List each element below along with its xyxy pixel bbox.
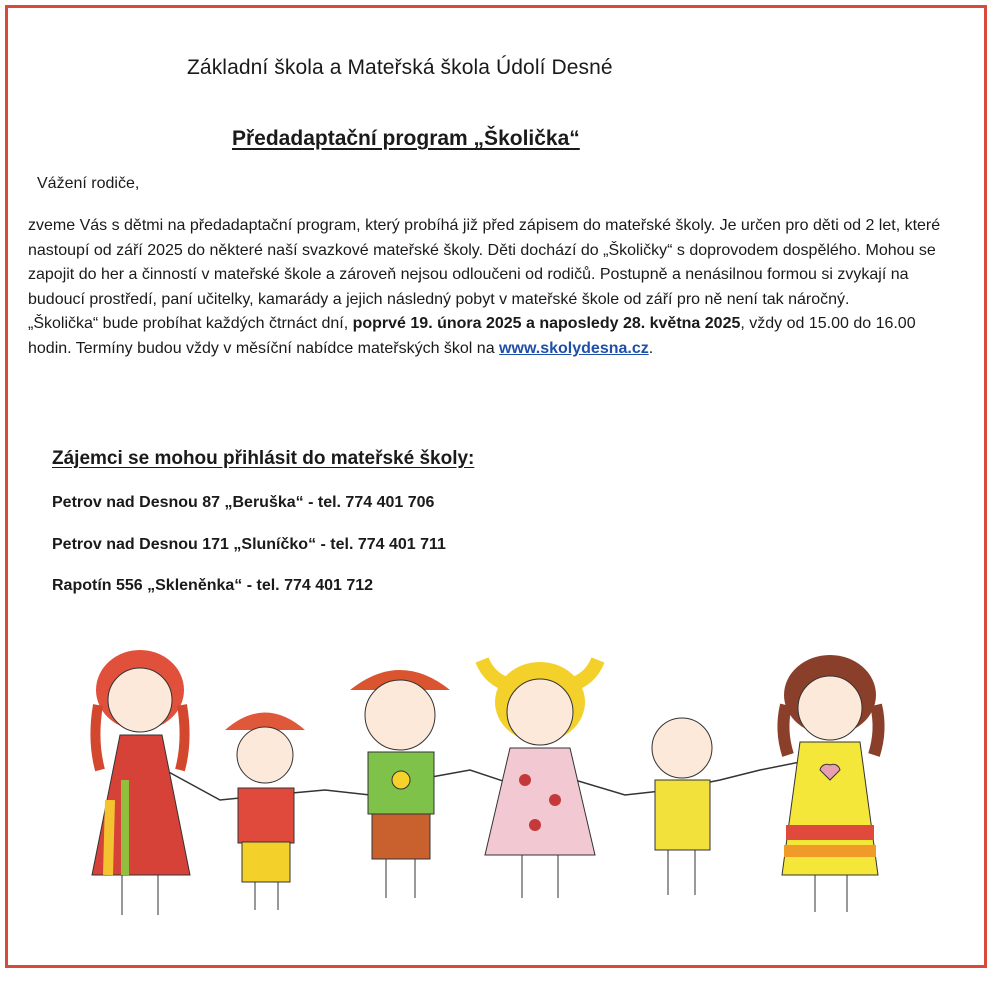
children-illustration (70, 630, 930, 930)
contact-item: Petrov nad Desnou 171 „Sluníčko“ - tel. 774 401 711 (52, 536, 446, 553)
contacts-heading: Zájemci se mohou přihlásit do mateřské školy: (52, 448, 475, 469)
contact-item: Petrov nad Desnou 87 „Beruška“ - tel. 774 401 706 (52, 494, 435, 511)
girl-red-hair (92, 650, 190, 915)
paragraph-2 (28, 312, 963, 361)
p2-end: . (648, 339, 654, 357)
greeting: Vážení rodiče, (37, 175, 140, 192)
school-name: Základní škola a Mateřská škola Údolí Desné (187, 56, 613, 79)
program-title: Předadaptační program „Školička“ (232, 127, 580, 150)
girl-brown-hair (782, 655, 879, 912)
boy-green-shirt (350, 670, 450, 898)
body-text (28, 214, 963, 362)
p2-mid: , vždy od 15.00 do 16.00 hodin. Termíny budou vždy v měsíční nabídce mateřských škol na (28, 315, 916, 357)
toddler-yellow (652, 718, 712, 895)
p2-dates: poprvé 19. února 2025 a naposledy 28. května 2025 (352, 315, 741, 333)
paragraph-1: zveme Vás s dětmi na předadaptační program, který probíhá již před zápisem do mateřské školy. Je určen pro děti od 2 let, které nastoupí od září 2025 do některé naší svazkové mateřské školy. Děti dochází do „Školičky“ s doprovodem dospělého. Mohou se zapojit do her a činností v mateřské škole a zároveň nejsou odloučeni od rodičů. Postupně a nenásilnou formou si zvykají na budoucí prostředí, paní učitelky, kamarády a jejich následný pobyt v mateřské škole od září pro ně není tak náročný. (28, 217, 941, 308)
boy-red-shirt (225, 713, 305, 911)
website-link[interactable]: www.skolydesna.cz (499, 339, 649, 357)
contact-item: Rapotín 556 „Skleněnka“ - tel. 774 401 712 (52, 577, 374, 594)
p2-start: „Školička“ bude probíhat každých čtrnáct dní, (28, 315, 353, 333)
girl-yellow-hair (482, 660, 598, 898)
